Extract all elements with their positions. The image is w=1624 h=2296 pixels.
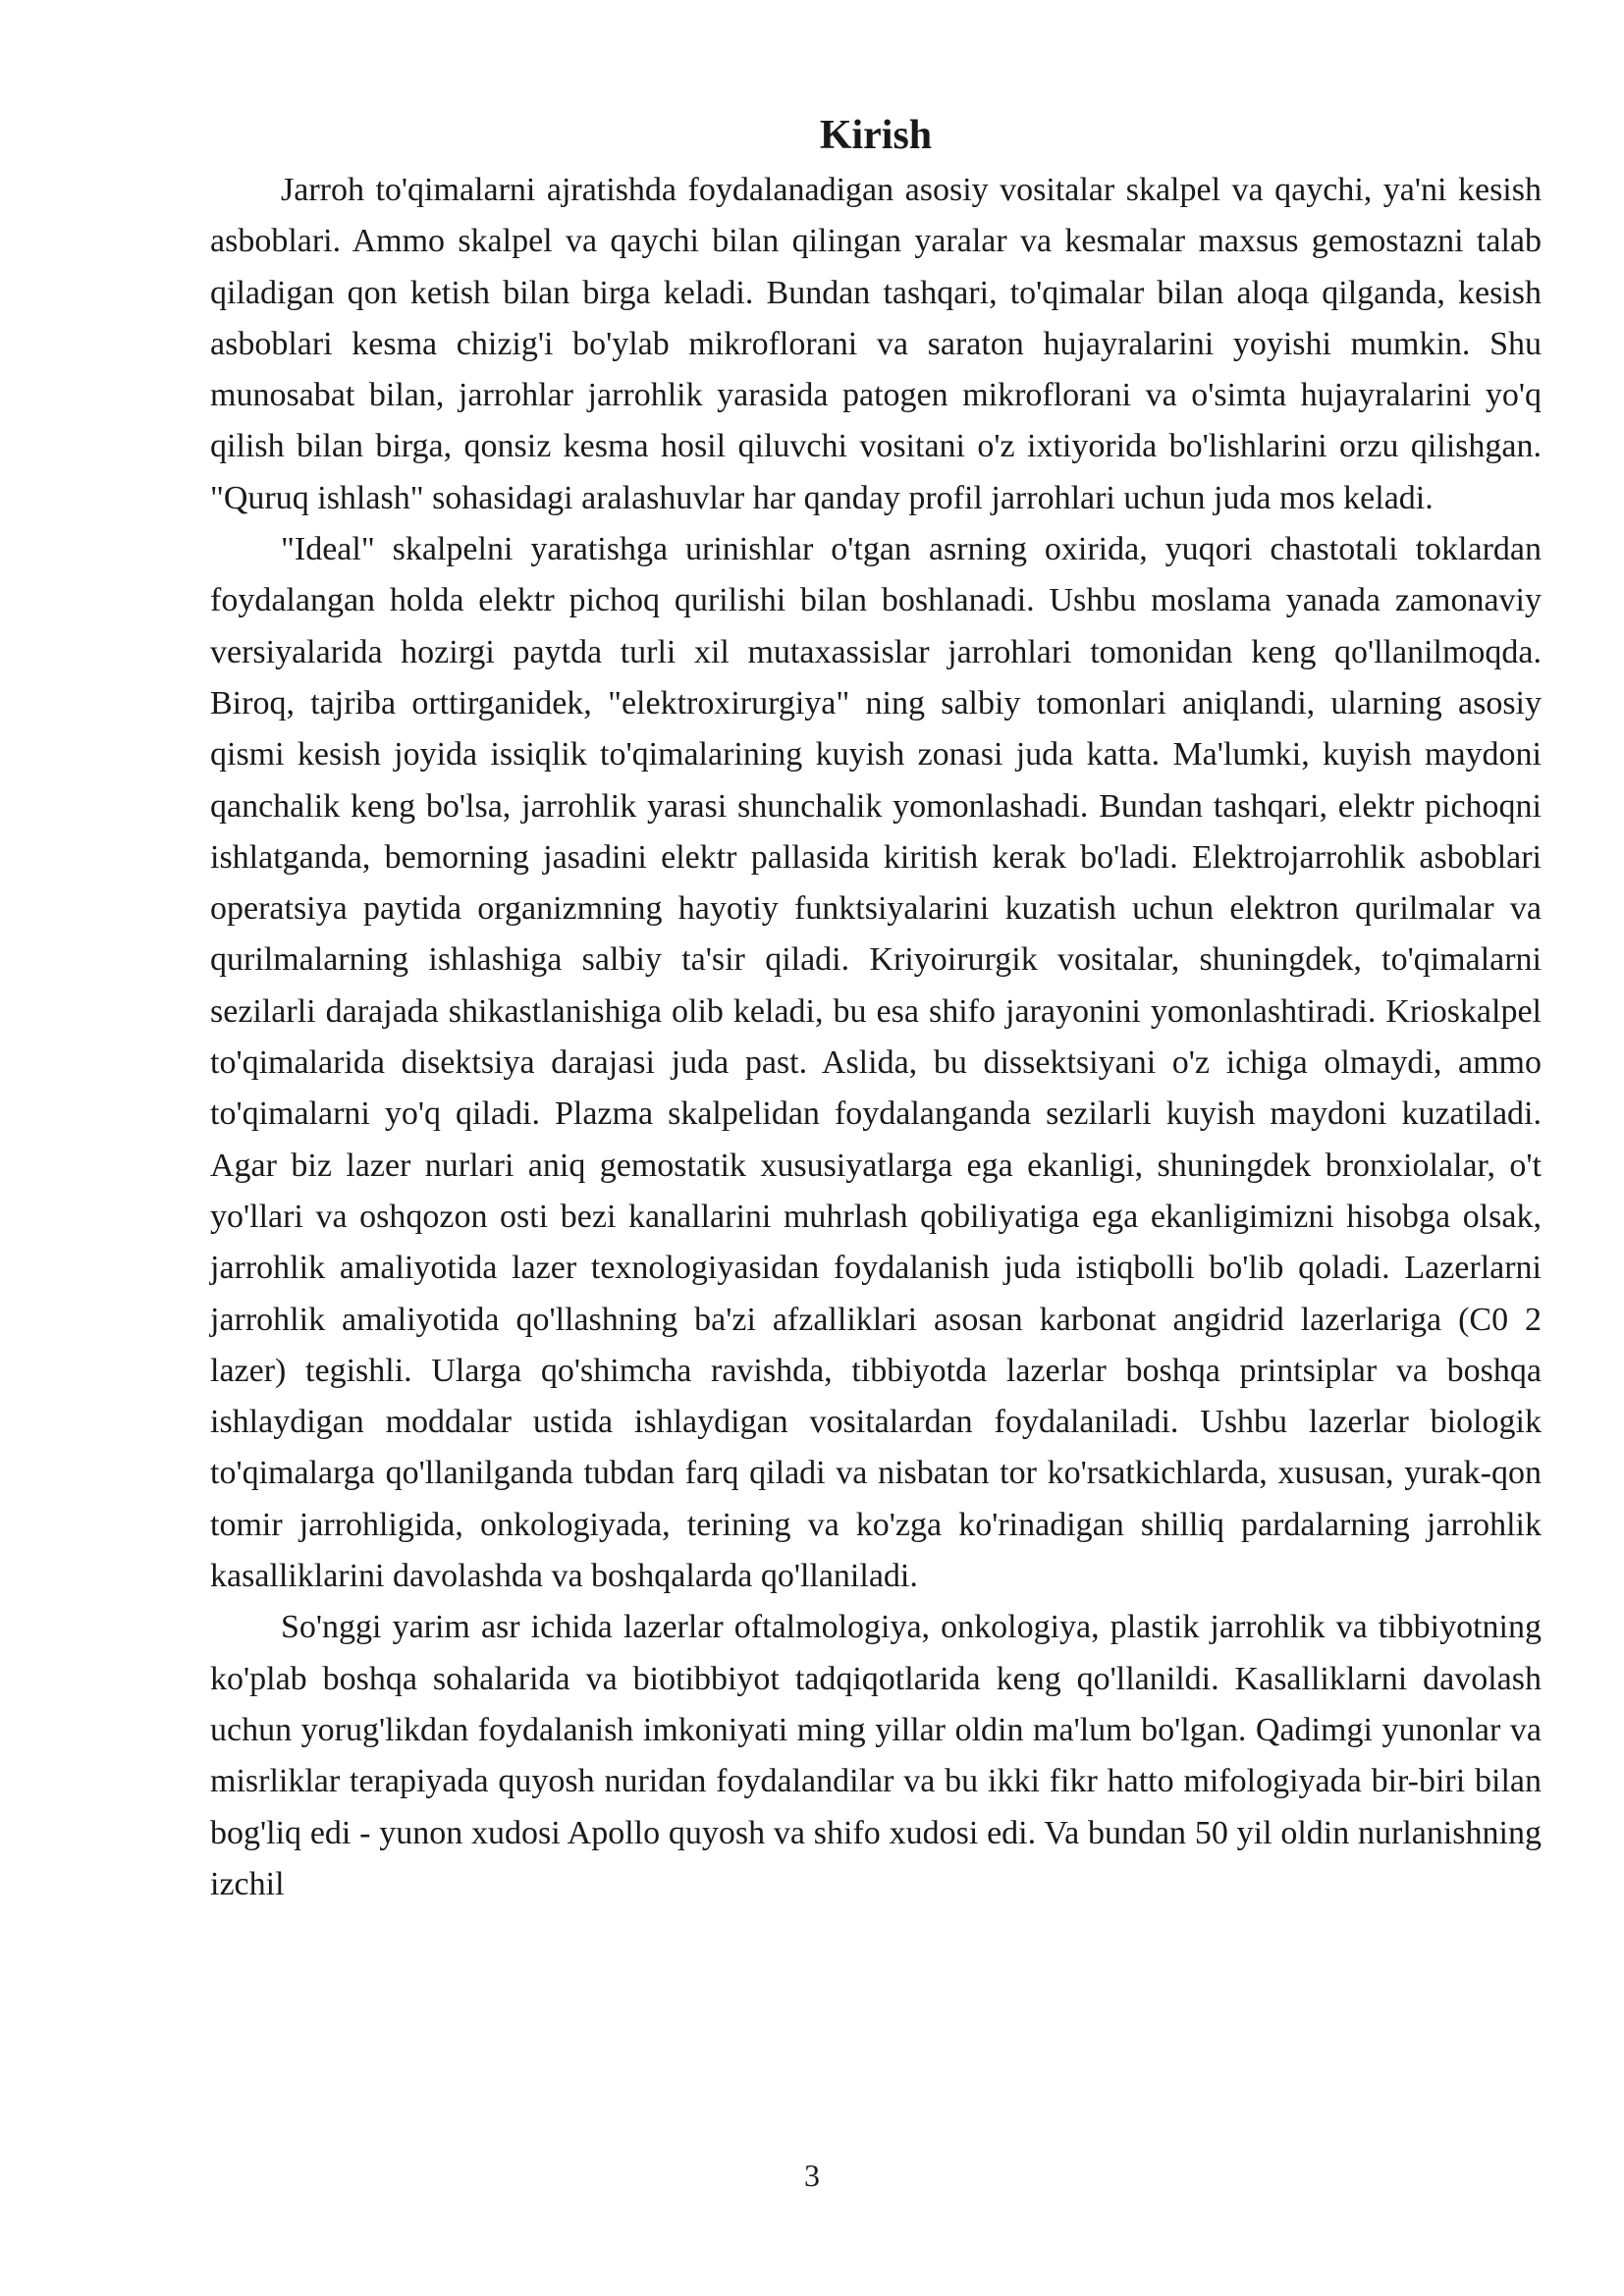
page-number: 3: [804, 2158, 820, 2193]
page-title: Kirish: [819, 113, 933, 158]
document-page: [210, 108, 1542, 1910]
paragraph-3: So'nggi yarim asr ichida lazerlar oftalmologiya, onkologiya, plastik jarrohlik va tibbiyotning ko'plab boshqa sohalarida va biotibbiyot tadqiqotlarida keng qo'llanildi. Kasalliklarni davolash uchun yorug'likdan foydalanish imkoniyati ming yillar oldin ma'lum bo'lgan. Qadimgi yunonlar va misrliklar terapiyada quyosh nuridan foydalandilar va bu ikki fikr hatto mifologiyada bir-biri bilan bog'liq edi - yunon xudosi Apollo quyosh va shifo xudosi edi. Va bundan 50 yil oldin nurlanishning izchil: [210, 1609, 1542, 1902]
paragraph-2: "Ideal" skalpelni yaratishga urinishlar o'tgan asrning oxirida, yuqori chastotali toklardan foydalangan holda elektr pichoq qurilishi bilan boshlanadi. Ushbu moslama yanada zamonaviy versiyalarida hozirgi paytda turli xil mutaxassislar jarrohlari tomonidan keng qo'llanilmoqda. Biroq, tajriba orttirganidek, "elektroxirurgiya" ning salbiy tomonlari aniqlandi, ularning asosiy qismi kesish joyida issiqlik to'qimalarining kuyish zonasi juda katta. Ma'lumki, kuyish maydoni qanchalik keng bo'lsa, jarrohlik yarasi shunchalik yomonlashadi. Bundan tashqari, elektr pichoqni ishlatganda, bemorning jasadini elektr pallasida kiritish kerak bo'ladi. Elektrojarrohlik asboblari operatsiya paytida organizmning hayotiy funktsiyalarini kuzatish uchun elektron qurilmalar va qurilmalarning ishlashiga salbiy ta'sir qiladi. Kriyoirurgik vositalar, shuningdek, to'qimalarni sezilarli darajada shikastlanishiga olib keladi, bu esa shifo jarayonini yomonlashtiradi. Krioskalpel to'qimalarida disektsiya darajasi juda past. Aslida, bu dissektsiyani o'z ichiga olmaydi, ammo to'qimalarni yo'q qiladi. Plazma skalpelidan foydalanganda sezilarli kuyish maydoni kuzatiladi. Agar biz lazer nurlari aniq gemostatik xususiyatlarga ega ekanligi, shuningdek bronxiolalar, o't yo'llari va oshqozon osti bezi kanallarini muhrlash qobiliyatiga ega ekanligimizni hisobga olsak, jarrohlik amaliyotida lazer texnologiyasidan foydalanish juda istiqbolli bo'lib qoladi. Lazerlarni jarrohlik amaliyotida qo'llashning ba'zi afzalliklari asosan karbonat angidrid lazerlariga (C0 2 lazer) tegishli. Ularga qo'shimcha ravishda, tibbiyotda lazerlar boshqa printsiplar va boshqa ishlaydigan moddalar ustida ishlaydigan vositalardan foydalaniladi. Ushbu lazerlar biologik to'qimalarga qo'llanilganda tubdan farq qiladi va nisbatan tor ko'rsatkichlarda, xususan, yurak-qon tomir jarrohligida, onkologiyada, terining va ko'zga ko'rinadigan shilliq pardalarning jarrohlik kasalliklarini davolashda va boshqalarda qo'llaniladi.: [210, 531, 1542, 1595]
paragraph-1: Jarroh to'qimalarni ajratishda foydalanadigan asosiy vositalar skalpel va qaychi, ya'ni kesish asboblari. Ammo skalpel va qaychi bilan qilingan yaralar va kesmalar maxsus gemostazni talab qiladigan qon ketish bilan birga keladi. Bundan tashqari, to'qimalar bilan aloqa qilganda, kesish asboblari kesma chizig'i bo'ylab mikroflorani va saraton hujayralarini yoyishi mumkin. Shu munosabat bilan, jarrohlar jarrohlik yarasida patogen mikroflorani va o'simta hujayralarini yo'q qilish bilan birga, qonsiz kesma hosil qiluvchi vositani o'z ixtiyorida bo'lishlarini orzu qilishgan. "Quruq ishlash" sohasidagi aralashuvlar har qanday profil jarrohlari uchun juda mos keladi.: [210, 172, 1542, 516]
